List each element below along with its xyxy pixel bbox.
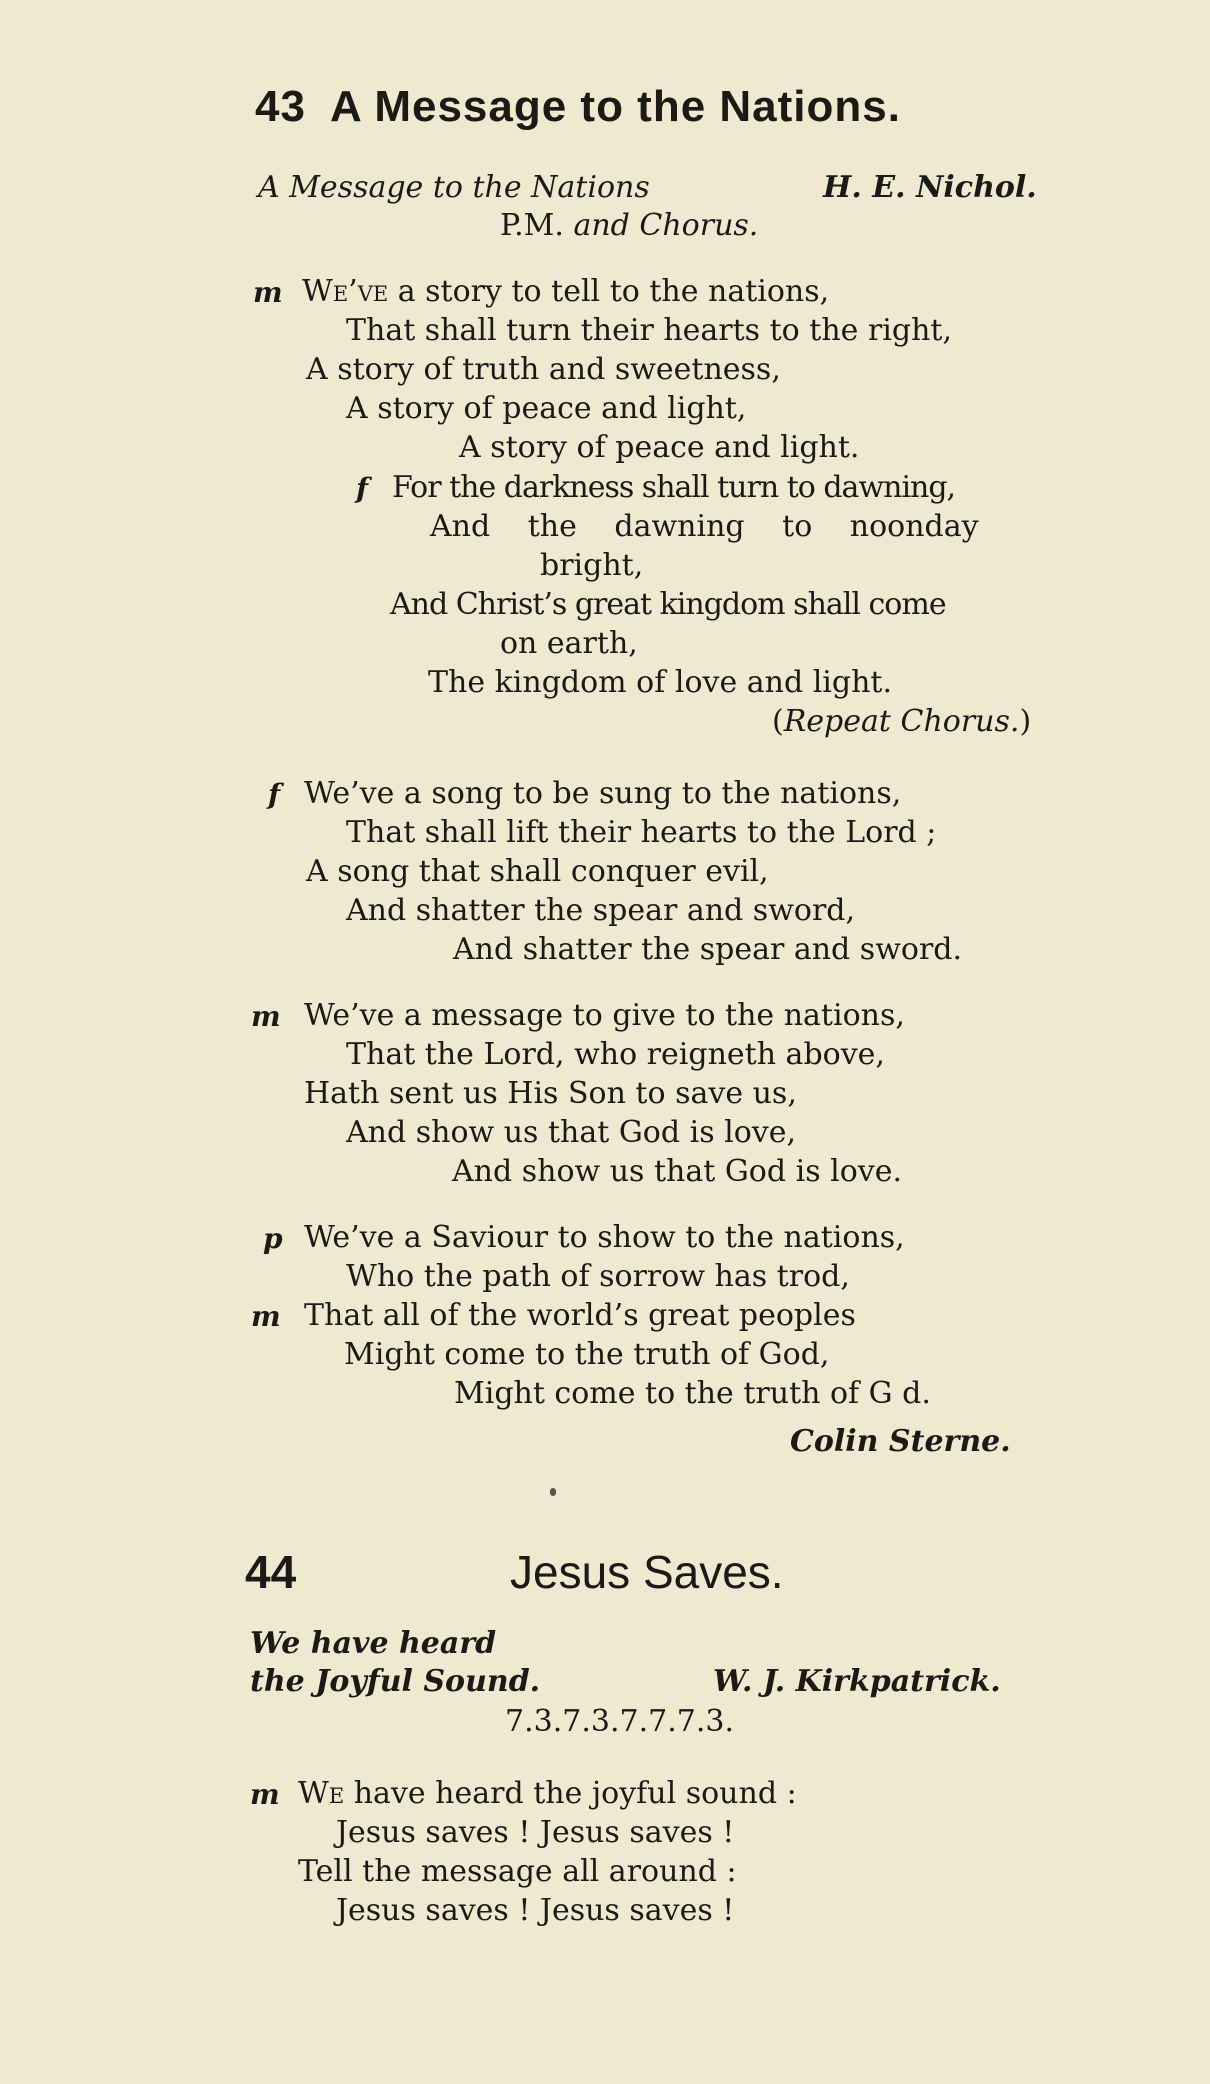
- verse-line: Jesus saves ! Jesus saves !: [336, 1893, 735, 1928]
- verse-line: That shall turn their hearts to the right,: [346, 313, 952, 348]
- chorus-line: bright,: [540, 548, 644, 583]
- paren-close: ): [1019, 704, 1032, 739]
- verse-line: A story of peace and light.: [459, 430, 860, 465]
- hymn-44-composer: W. J. Kirkpatrick.: [713, 1664, 1001, 1699]
- verse-line: We’ve a Saviour to show to the nations,: [304, 1220, 905, 1255]
- hymn-44-tune-line1: We have heard: [250, 1626, 497, 1661]
- verse-line: And show us that God is love,: [346, 1115, 797, 1150]
- verse-line: And shatter the spear and sword.: [453, 932, 963, 967]
- verse-line: That all of the world’s great peoples: [304, 1298, 856, 1333]
- verse-line: We’ve a message to give to the nations,: [304, 998, 905, 1033]
- verse-line: Might come to the truth of G d.: [454, 1376, 931, 1411]
- verse-line: A story of truth and sweetness,: [306, 352, 781, 387]
- verse-line: That the Lord, who reigneth above,: [346, 1037, 885, 1072]
- hymn-43-meter-pm: P.M.: [500, 208, 564, 243]
- hymn-43-tune: A Message to the Nations: [258, 170, 650, 205]
- dynamic-mark: m: [251, 1000, 281, 1033]
- repeat-chorus-note: [772, 704, 1031, 739]
- hymn-43-title: A Message to the Nations.: [329, 82, 901, 131]
- hymn-43-number: 43: [255, 82, 306, 131]
- verse-line: That shall lift their hearts to the Lord ;: [346, 815, 937, 850]
- verse-line: Who the path of sorrow has trod,: [346, 1259, 850, 1294]
- dynamic-mark: m: [253, 276, 283, 309]
- hymn-44-number: 44: [245, 1546, 297, 1598]
- verse-line: A story of peace and light,: [346, 391, 747, 426]
- ink-speck: [550, 1488, 556, 1496]
- verse-line: Hath sent us His Son to save us,: [304, 1076, 797, 1111]
- hymn-43-heading: [255, 82, 901, 132]
- dynamic-mark: f: [356, 472, 369, 505]
- verse-line: And show us that God is love.: [452, 1154, 903, 1189]
- chorus-line: on earth,: [500, 626, 638, 661]
- verse-line-rest: a story to tell to the nations,: [388, 274, 830, 309]
- repeat-chorus-text: Repeat Chorus.: [783, 704, 1020, 739]
- hymn-44-heading: [245, 1545, 784, 1599]
- hymn-43-composer: H. E. Nichol.: [823, 170, 1037, 205]
- verse-line: A song that shall conquer evil,: [306, 854, 769, 889]
- verse-line: Jesus saves ! Jesus saves !: [336, 1815, 735, 1850]
- chorus-line: And Christ’s great kingdom shall come: [390, 587, 946, 622]
- hymn-44-tune-line2: the Joyful Sound.: [250, 1664, 541, 1699]
- verse-line: Tell the message all around :: [298, 1854, 737, 1889]
- verse-line: Might come to the truth of God,: [344, 1337, 830, 1372]
- verse-first-word: We: [298, 1776, 345, 1811]
- dynamic-mark: p: [263, 1222, 283, 1255]
- dynamic-mark: m: [250, 1778, 280, 1811]
- hymn-44-meter: 7.3.7.3.7.7.7.3.: [505, 1704, 734, 1739]
- hymn-43-meter: [500, 208, 758, 243]
- chorus-line: The kingdom of love and light.: [428, 665, 893, 700]
- verse-line: And shatter the spear and sword,: [346, 893, 856, 928]
- chorus-line: For the darkness shall turn to dawning,: [392, 470, 956, 505]
- verse-line: [298, 1776, 797, 1811]
- hymn-44-title: Jesus Saves.: [510, 1546, 784, 1598]
- verse-line: We’ve a song to be sung to the nations,: [304, 776, 902, 811]
- dynamic-mark: f: [268, 778, 281, 811]
- verse-line-rest: have heard the joyful sound :: [344, 1776, 797, 1811]
- chorus-line: And the dawning to noonday: [430, 509, 979, 544]
- verse-first-word: We’ve: [302, 274, 389, 309]
- verse-line: [302, 274, 829, 309]
- dynamic-mark: m: [251, 1300, 281, 1333]
- paren-open: (: [772, 704, 784, 739]
- hymn-43-meter-and: and Chorus.: [573, 208, 759, 243]
- hymn-43-author: Colin Sterne.: [790, 1424, 1011, 1459]
